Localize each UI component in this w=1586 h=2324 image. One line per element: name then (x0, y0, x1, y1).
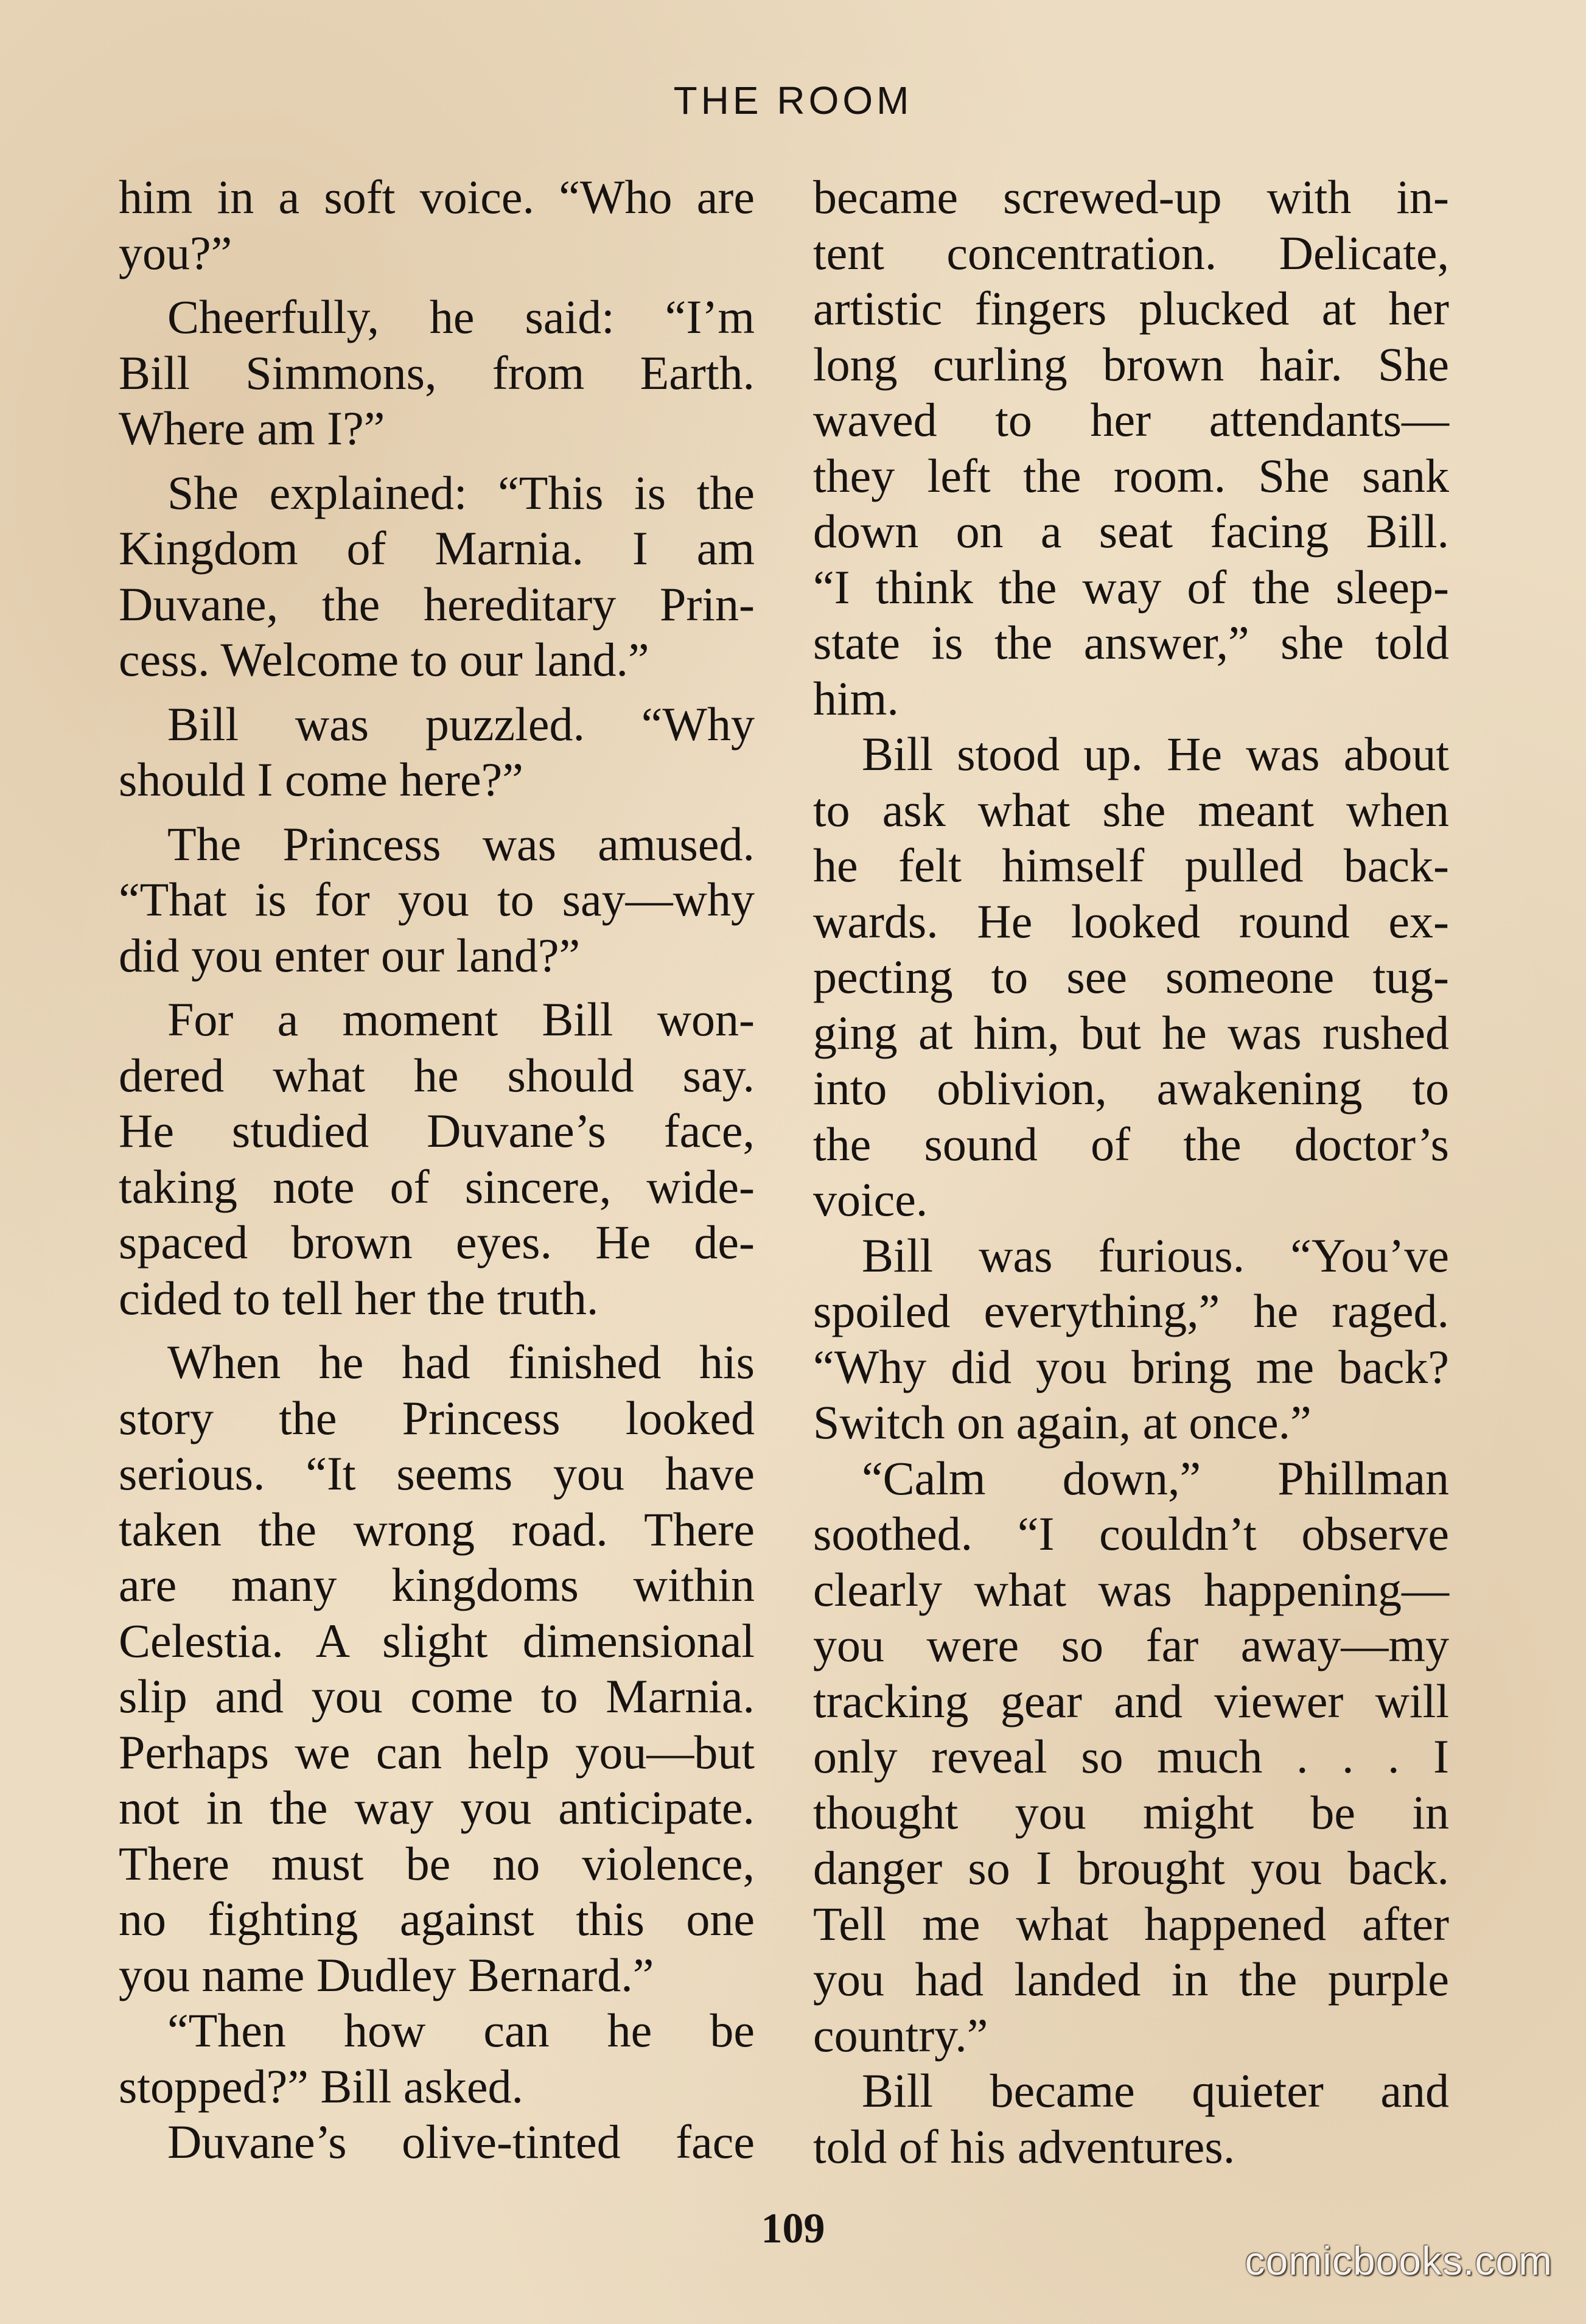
left-text-column (119, 169, 755, 2170)
paragraph-gap (119, 808, 755, 816)
text-line: country.” (813, 2008, 988, 2062)
text-line: you name Dudley Bernard.” (119, 1948, 654, 2001)
text-line: told of his adventures. (813, 2119, 1235, 2173)
text-line: stopped?” Bill asked. (119, 2059, 524, 2113)
text-line: Bill was furious. “You’ve (862, 1228, 1449, 1282)
running-head: THE ROOM (673, 79, 913, 122)
text-line: artistic fingers plucked at her (813, 282, 1449, 335)
text-line: not in the way you anticipate. (119, 1781, 755, 1834)
paragraph-gap (119, 1326, 755, 1334)
text-line: danger so I brought you back. (813, 1841, 1449, 1894)
text-line: soothed. “I couldn’t observe (813, 1507, 1449, 1560)
text-line: She explained: “This is the (167, 466, 755, 519)
text-line: Bill Simmons, from Earth. (119, 346, 755, 399)
text-line: ging at him, but he was rushed (813, 1006, 1449, 1059)
text-line: He studied Duvane’s face, (119, 1104, 755, 1157)
text-line: the sound of the doctor’s (813, 1117, 1449, 1171)
text-line: tent concentration. Delicate, (813, 226, 1449, 279)
paragraph-gap (119, 688, 755, 696)
text-line: Bill was puzzled. “Why (167, 697, 755, 751)
text-line: Bill became quieter and (862, 2064, 1449, 2117)
text-line: wards. He looked round ex- (813, 894, 1449, 948)
text-line: “I think the way of the sleep- (813, 560, 1449, 614)
text-line: became screwed-up with in- (813, 170, 1449, 223)
text-line: “That is for you to say—why (119, 873, 755, 926)
text-line: voice. (813, 1173, 928, 1226)
text-line: are many kingdoms within (119, 1558, 755, 1611)
text-line: him. (813, 671, 899, 725)
text-line: story the Princess looked (119, 1391, 755, 1444)
text-line: “Why did you bring me back? (813, 1340, 1449, 1393)
text-line: spaced brown eyes. He de- (119, 1216, 755, 1269)
text-line: serious. “It seems you have (119, 1447, 755, 1500)
text-line: Duvane, the hereditary Prin- (119, 577, 755, 631)
text-line: they left the room. She sank (813, 449, 1449, 502)
text-line: thought you might be in (813, 1785, 1449, 1839)
text-line: should I come here?” (119, 753, 523, 806)
text-line: Switch on again, at once.” (813, 1396, 1312, 1449)
page-number: 109 (761, 2205, 825, 2252)
text-line: state is the answer,” she told (813, 616, 1449, 669)
site-watermark: comicbooks.com (1245, 2238, 1553, 2283)
text-line: taking note of sincere, wide- (119, 1160, 755, 1213)
paragraph-gap (119, 457, 755, 465)
right-text-column (813, 169, 1449, 2174)
text-line: dered what he should say. (119, 1048, 755, 1102)
text-line: down on a seat facing Bill. (813, 505, 1449, 558)
text-line: “Calm down,” Phillman (862, 1451, 1449, 1505)
text-line: spoiled everything,” he raged. (813, 1284, 1449, 1337)
text-line: For a moment Bill won- (167, 993, 755, 1046)
text-line: did you enter our land?” (119, 928, 581, 982)
text-line: to ask what she meant when (813, 783, 1449, 836)
text-line: cess. Welcome to our land.” (119, 633, 649, 686)
text-line: Duvane’s olive-tinted face (167, 2115, 755, 2168)
text-line: only reveal so much . . . I (813, 1730, 1449, 1783)
text-line: cided to tell her the truth. (119, 1271, 599, 1325)
text-line: slip and you come to Marnia. (119, 1670, 755, 1723)
text-line: into oblivion, awakening to (813, 1062, 1449, 1115)
text-line: you had landed in the purple (813, 1953, 1449, 2006)
text-line: waved to her attendants— (813, 393, 1449, 446)
paragraph-gap (119, 281, 755, 289)
text-line: When he had finished his (167, 1335, 755, 1388)
text-line: Where am I?” (119, 402, 385, 455)
text-line: There must be no violence, (119, 1836, 755, 1890)
text-line: Celestia. A slight dimensional (119, 1614, 755, 1667)
text-line: him in a soft voice. “Who are (119, 170, 755, 223)
text-line: Kingdom of Marnia. I am (119, 522, 755, 575)
text-line: taken the wrong road. There (119, 1502, 755, 1556)
text-line: Cheerfully, he said: “I’m (167, 290, 755, 343)
text-line: he felt himself pulled back- (813, 839, 1449, 892)
text-line: Perhaps we can help you—but (119, 1725, 755, 1779)
paragraph-gap (119, 983, 755, 992)
text-line: Tell me what happened after (813, 1897, 1449, 1950)
text-line: you?” (119, 226, 232, 279)
text-line: clearly what was happening— (813, 1563, 1449, 1616)
text-line: you were so far away—my (813, 1619, 1449, 1671)
text-line: long curling brown hair. She (813, 337, 1449, 391)
text-line: “Then how can he be (167, 2004, 755, 2057)
text-line: Bill stood up. He was about (862, 727, 1449, 780)
text-line: The Princess was amused. (167, 817, 755, 870)
text-line: tracking gear and viewer will (813, 1674, 1449, 1727)
text-line: pecting to see someone tug- (813, 950, 1449, 1003)
text-line: no fighting against this one (119, 1892, 755, 1945)
